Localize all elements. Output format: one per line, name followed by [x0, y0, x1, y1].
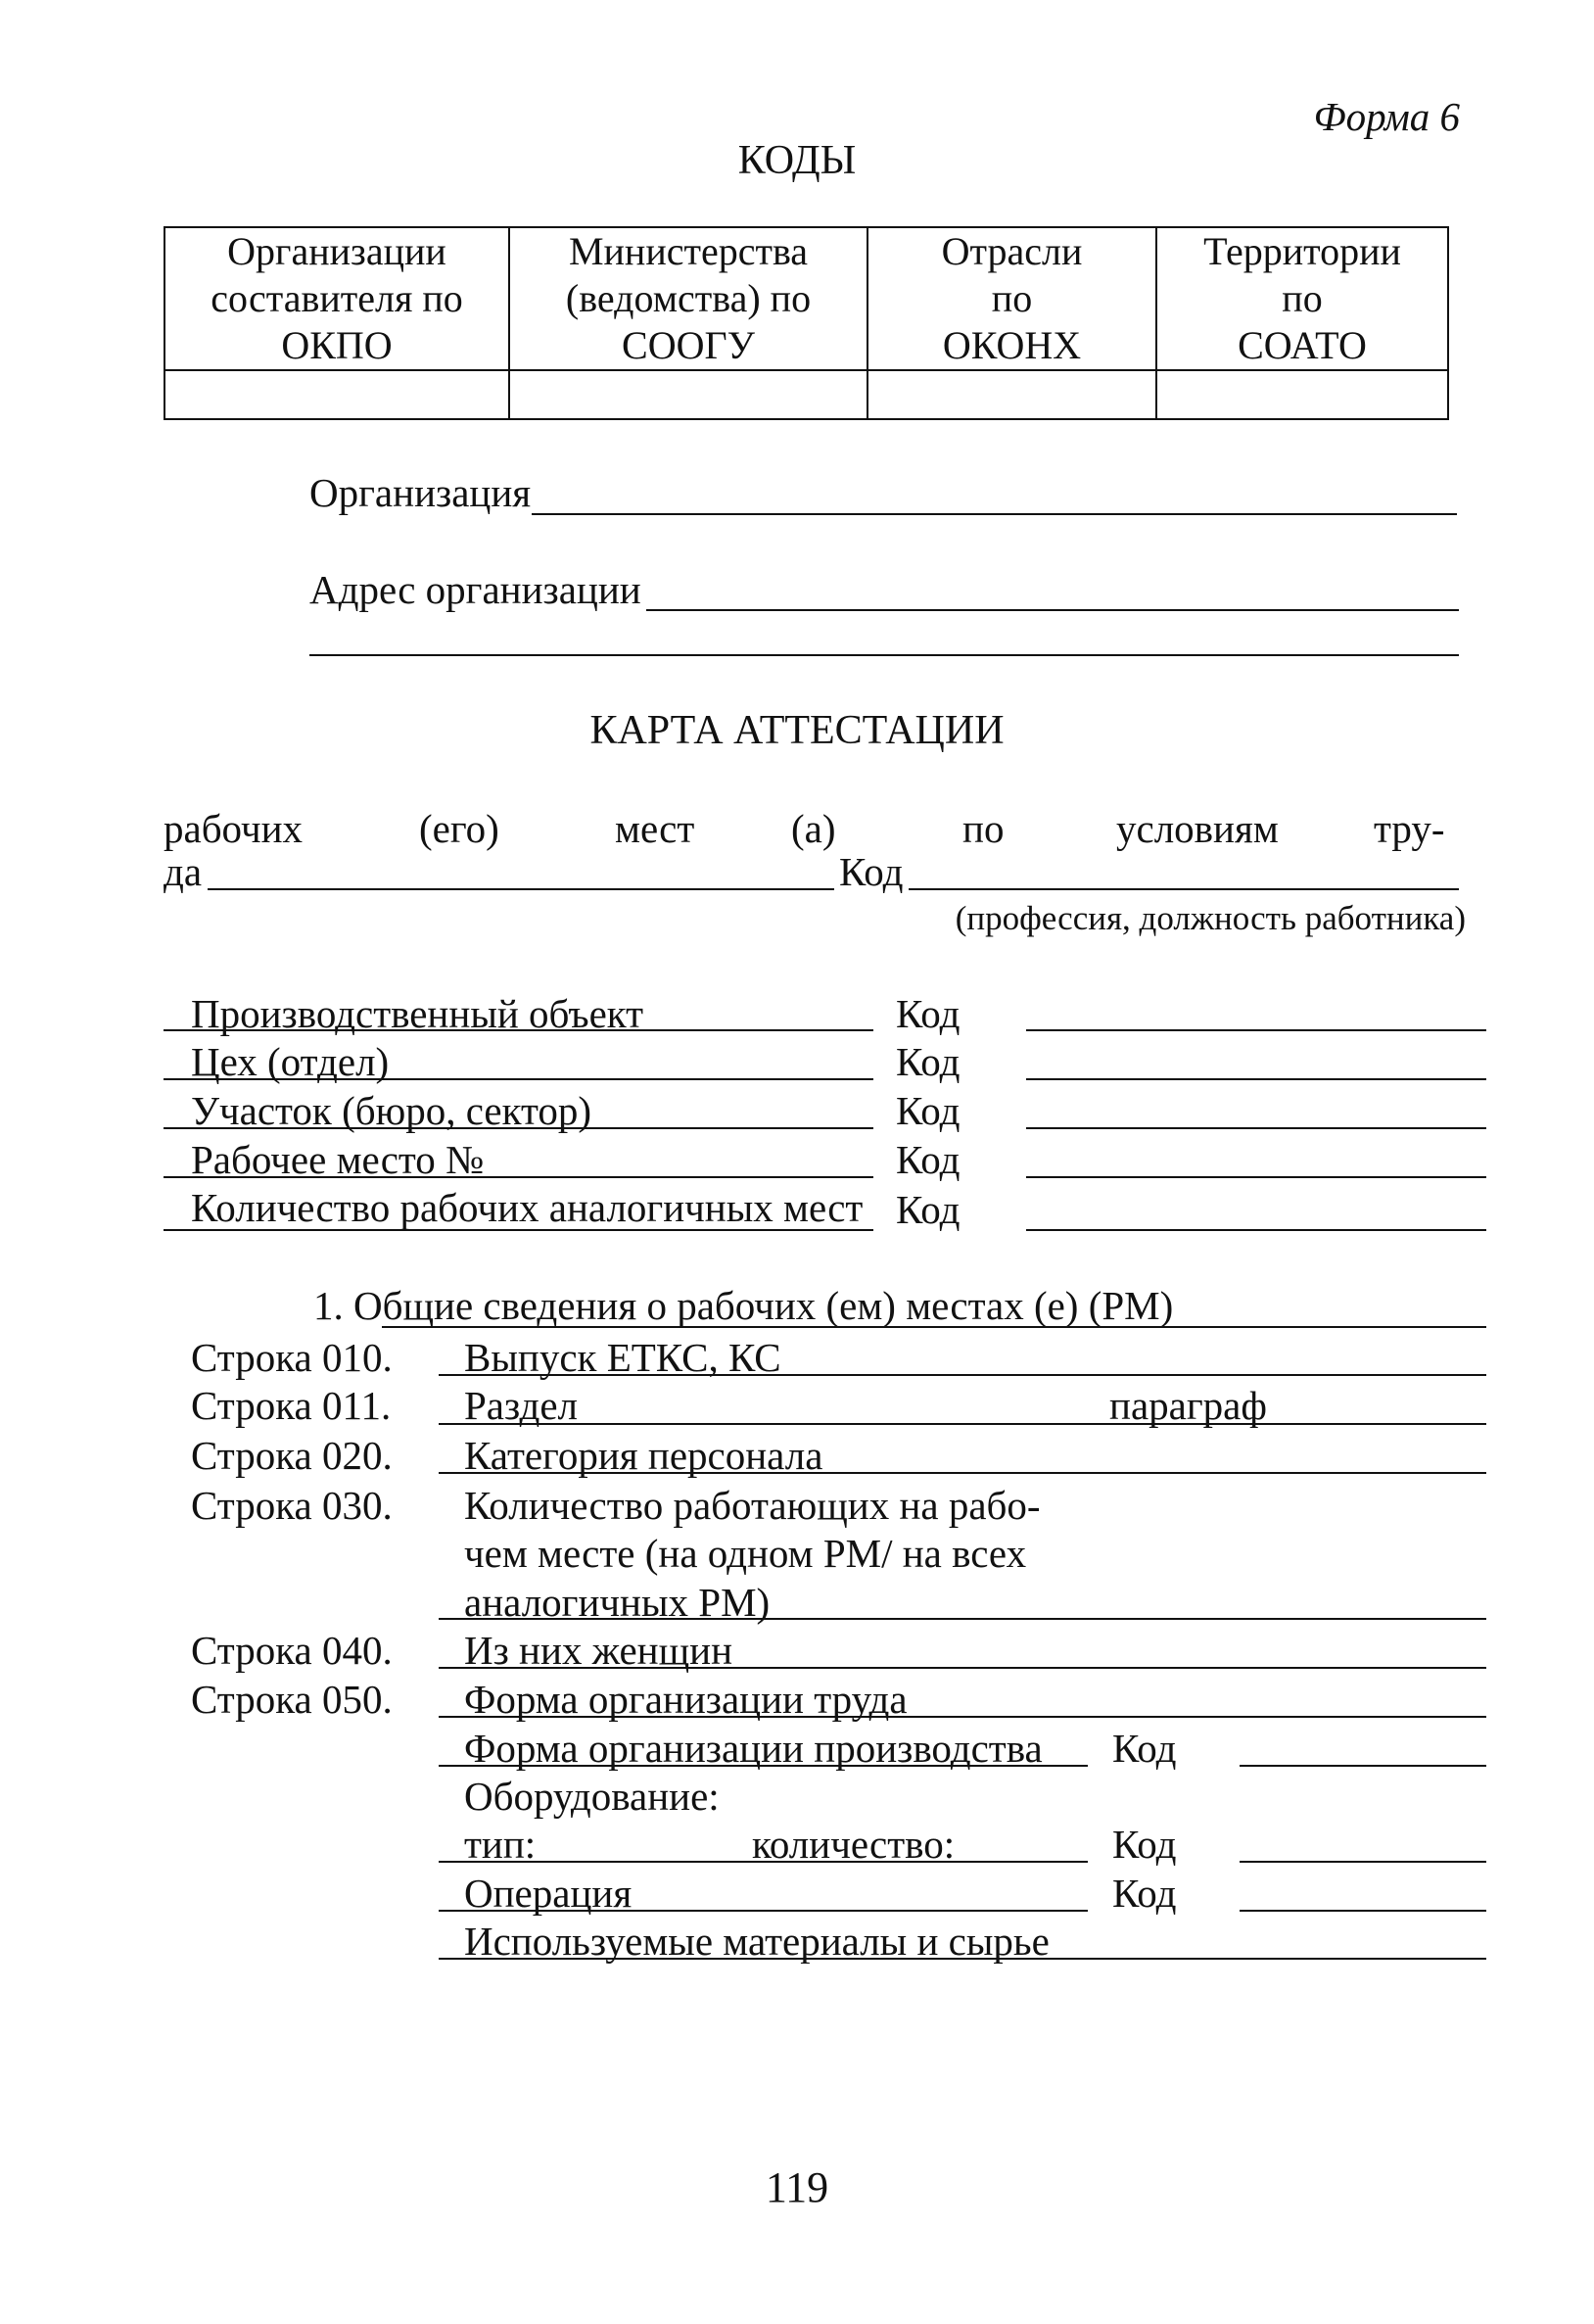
soogu-code-field[interactable] — [509, 370, 867, 419]
okpo-code-field[interactable] — [164, 370, 509, 419]
similar-count-underline — [164, 1229, 873, 1231]
okonh-code-field[interactable] — [867, 370, 1156, 419]
object-code-label: Код — [896, 991, 961, 1036]
row-number-011: Строка 011. — [191, 1383, 392, 1428]
soato-code-field[interactable] — [1156, 370, 1448, 419]
production-form-underline — [439, 1765, 1088, 1767]
equipment-code-label: Код — [1112, 1822, 1177, 1867]
operation-code-field[interactable] — [1240, 1910, 1486, 1912]
row-number-050: Строка 050. — [191, 1677, 393, 1722]
production-form-label: Форма организации производства — [464, 1726, 1043, 1771]
section1-heading-underline — [382, 1326, 1486, 1328]
workshop-code-field[interactable] — [1026, 1078, 1486, 1080]
operation-code-label: Код — [1112, 1871, 1177, 1916]
row-text-011: Раздел — [464, 1383, 578, 1428]
row-text-011-paragraph: параграф — [1109, 1383, 1267, 1428]
row-020-field[interactable] — [439, 1472, 1486, 1474]
workshop-code-label: Код — [896, 1039, 961, 1084]
row-number-040: Строка 040. — [191, 1628, 393, 1673]
subtitle-word: (а) — [791, 806, 836, 851]
codes-header-soato: Территории по СОАТО — [1156, 227, 1448, 370]
section-underline — [164, 1127, 873, 1129]
subtitle-word: тру- — [1374, 806, 1445, 851]
materials-label: Используемые материалы и сырье — [464, 1919, 1050, 1964]
row-text-030-line3: аналогичных РМ) — [464, 1580, 771, 1625]
materials-field[interactable] — [439, 1958, 1486, 1960]
codes-table — [164, 226, 1449, 420]
section-code-field[interactable] — [1026, 1127, 1486, 1129]
field-label-section: Участок (бюро, сектор) — [191, 1088, 592, 1133]
subtitle-word: условиям — [1116, 806, 1279, 851]
row-number-030: Строка 030. — [191, 1483, 393, 1528]
workshop-underline — [164, 1078, 873, 1080]
codes-title: КОДЫ — [737, 138, 857, 183]
subtitle-word: мест — [615, 806, 695, 851]
codes-header-okonh: Отрасли по ОКОНХ — [867, 227, 1156, 370]
organization-label: Организация — [309, 470, 532, 515]
equipment-code-field[interactable] — [1240, 1861, 1486, 1863]
equipment-quantity-label: количество: — [752, 1822, 956, 1867]
production-form-code-label: Код — [1112, 1726, 1177, 1771]
section1-heading: 1. Общие сведения о рабочих (ем) местах (е) (РМ) — [313, 1283, 1174, 1328]
profession-code-label: Код — [839, 849, 904, 894]
row-050-field[interactable] — [439, 1716, 1486, 1718]
subtitle-word: по — [962, 806, 1005, 851]
address-field[interactable] — [646, 609, 1459, 611]
field-label-object: Производственный объект — [191, 991, 644, 1036]
row-030-field[interactable] — [439, 1618, 1486, 1620]
row-text-050: Форма организации труда — [464, 1677, 908, 1722]
workplace-underline — [164, 1176, 873, 1178]
codes-header-soogu: Министерства (ведомства) по СООГУ — [509, 227, 867, 370]
field-label-workshop: Цех (отдел) — [191, 1039, 390, 1084]
row-010-field[interactable] — [439, 1374, 1486, 1376]
field-label-similar-count: Количество рабочих аналогичных мест — [191, 1185, 864, 1230]
section-code-label: Код — [896, 1088, 961, 1133]
workplace-code-field[interactable] — [1026, 1176, 1486, 1178]
equipment-label: Оборудование: — [464, 1774, 720, 1819]
codes-table-header-row — [164, 227, 1448, 370]
address-label: Адрес организации — [309, 567, 641, 612]
profession-code-field[interactable] — [909, 888, 1459, 890]
subtitle-word: (его) — [419, 806, 499, 851]
row-040-field[interactable] — [439, 1667, 1486, 1669]
similar-count-code-label: Код — [896, 1187, 961, 1232]
codes-table-value-row — [164, 370, 1448, 419]
profession-caption: (профессия, должность работника) — [955, 899, 1466, 937]
organization-field[interactable] — [532, 513, 1457, 515]
row-text-020: Категория персонала — [464, 1433, 823, 1478]
row-text-030-line1: Количество работающих на рабо- — [464, 1483, 1041, 1528]
operation-label: Операция — [464, 1871, 633, 1916]
row-text-030-line2: чем месте (на одном РМ/ на всех — [464, 1531, 1027, 1576]
operation-underline[interactable] — [439, 1910, 1088, 1912]
row-text-040: Из них женщин — [464, 1628, 733, 1673]
workplace-code-label: Код — [896, 1137, 961, 1182]
row-number-010: Строка 010. — [191, 1335, 393, 1380]
row-number-020: Строка 020. — [191, 1433, 393, 1478]
equipment-underline[interactable] — [439, 1861, 1088, 1863]
form-number: Форма 6 — [1313, 94, 1460, 139]
subtitle-continuation: да — [164, 849, 203, 894]
subtitle-word: рабочих — [164, 806, 304, 851]
object-underline — [164, 1029, 873, 1031]
field-label-workplace: Рабочее место № — [191, 1137, 485, 1182]
address-field-line2[interactable] — [309, 654, 1459, 656]
row-011-field[interactable] — [439, 1423, 1486, 1425]
production-form-code-field[interactable] — [1240, 1765, 1486, 1767]
row-text-010: Выпуск ЕТКС, КС — [464, 1335, 781, 1380]
object-code-field[interactable] — [1026, 1029, 1486, 1031]
codes-header-okpo: Организации составителя по ОКПО — [164, 227, 509, 370]
similar-count-code-field[interactable] — [1026, 1229, 1486, 1231]
document-title: КАРТА АТТЕСТАЦИИ — [589, 708, 1005, 753]
profession-field[interactable] — [208, 888, 834, 890]
page-number: 119 — [765, 2163, 829, 2211]
equipment-type-label: тип: — [464, 1822, 537, 1867]
